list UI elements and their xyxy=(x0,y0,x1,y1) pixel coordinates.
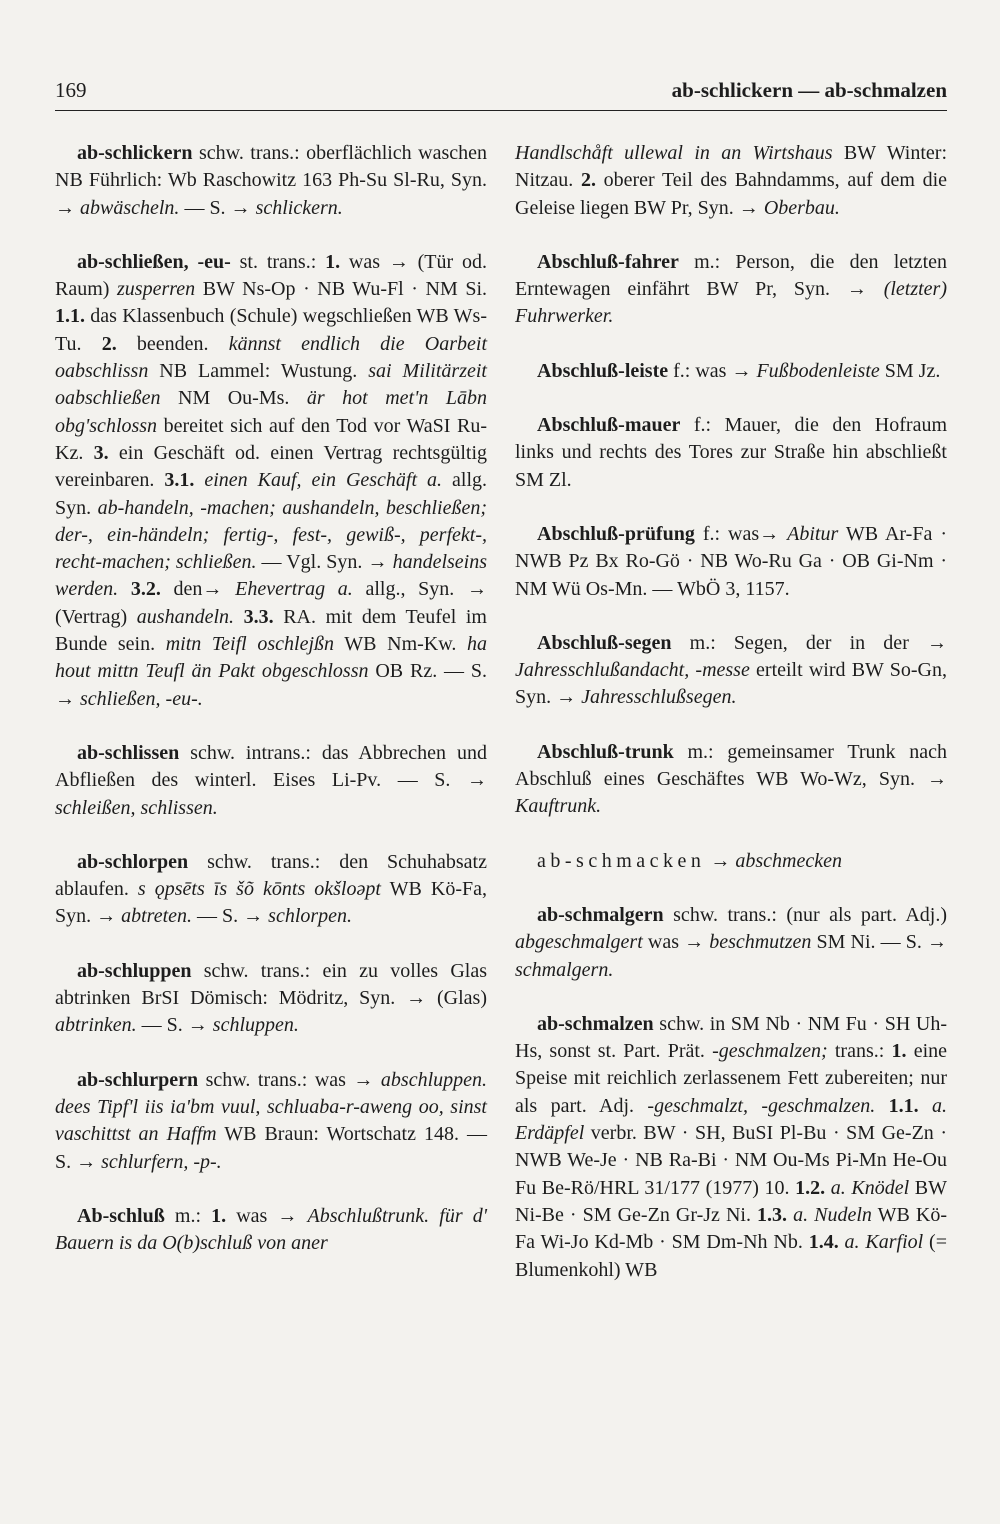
entry-text: RA. mit dem Teufel im Bunde sein. xyxy=(55,605,487,656)
dictionary-entry xyxy=(55,1203,487,1258)
entry-text: Jahresschlußandacht, -messe xyxy=(515,659,750,682)
entry-text: Abitur xyxy=(787,522,839,545)
entry-text: Kauftrunk. xyxy=(515,795,602,818)
dictionary-entry xyxy=(515,848,947,875)
entry-text: -geschmalzt, -geschmalzen. xyxy=(647,1094,876,1117)
entry-text: → xyxy=(705,849,736,872)
entry-text: abgeschmalgert xyxy=(515,931,643,954)
entry-headword: ab-schlickern xyxy=(77,142,193,164)
entry-text: oberer Teil des Bahndamms, auf dem die Geleise liegen BW Pr, Syn. → xyxy=(515,169,948,219)
entry-text: WB Kö-Fa, Syn. → xyxy=(55,878,487,928)
entry-headword: ab-schlurpern xyxy=(77,1068,199,1091)
dictionary-entry xyxy=(55,1067,487,1176)
entry-headword: Abschluß-trunk xyxy=(537,740,674,763)
entry-text: Ehevertrag a. xyxy=(235,578,353,601)
entry-text: 1.1. xyxy=(888,1094,919,1117)
entry-text: 3.1. xyxy=(164,469,195,492)
left-column xyxy=(55,140,487,1284)
entry-text: m.: Segen, der in der → xyxy=(671,631,947,654)
entry-text: OB Rz. — S. → xyxy=(55,660,488,710)
page-header xyxy=(55,78,947,108)
dictionary-entry xyxy=(515,902,947,984)
dictionary-entry xyxy=(515,412,947,494)
entry-text: mitn Teifl oschlejßn xyxy=(165,633,335,656)
entry-text xyxy=(118,578,131,600)
entry-headword: ab-schlissen xyxy=(77,741,180,764)
entry-text xyxy=(194,469,204,491)
entry-headword: Abschluß-fahrer xyxy=(537,250,679,273)
entry-text: handelseins werden. xyxy=(55,551,487,601)
entry-headword: ab-schmalgern xyxy=(537,903,664,926)
entry-text: BW Ns-Op · NB Wu-Fl · NM Si. xyxy=(195,278,488,301)
entry-text xyxy=(234,606,244,628)
entry-text: schw. trans.: ein zu volles Glas abtrinken BrSI Dömisch: Mödritz, Syn. → (Glas) xyxy=(55,959,487,1010)
entry-text: ab-handeln, -machen; aushandeln, beschließen; der-, ein-händeln; fertig-, fest-, gewiß-, perfekt-, recht-machen; schließen. xyxy=(55,496,487,574)
entry-text: erteilt wird BW So-Gn, Syn. → xyxy=(515,659,947,709)
entry-headword: Ab-schluß xyxy=(77,1204,165,1227)
entry-text: eine Speise mit reichlich zerlassenem Fett zubereiten; nur als part. Adj. xyxy=(515,1040,948,1117)
entry-text: ein Geschäft od. einen Vertrag rechtsgültig vereinbaren. xyxy=(55,441,487,492)
entry-text: schleißen, schlissen. xyxy=(55,796,218,819)
entry-text: WB Nm-Kw. xyxy=(334,633,468,656)
entry-text: abschmecken xyxy=(735,849,843,872)
entry-text: schlorpen. xyxy=(268,905,353,928)
entry-text: 1.1. xyxy=(55,305,85,328)
entry-text: Fußbodenleiste xyxy=(756,359,880,382)
entry-text: schlickern. xyxy=(255,196,343,219)
entry-text: allg. Syn. xyxy=(55,469,488,519)
entry-headword: ab-schmacken xyxy=(537,849,706,872)
dictionary-entry xyxy=(515,1011,947,1284)
entry-headword: Abschluß-mauer xyxy=(537,414,681,437)
entry-text: s ǫpsēts īs šõ kōnts okšloəpt xyxy=(137,878,381,901)
entry-text: schw. trans.: was → xyxy=(198,1068,381,1091)
dictionary-entry xyxy=(515,739,947,821)
entry-text: 3.3. xyxy=(243,605,274,628)
entry-text: trans.: xyxy=(827,1040,892,1063)
entry-text: m.: gemeinsamer Trunk nach Abschluß eines Geschäftes WB Wo-Wz, Syn. → xyxy=(515,740,947,791)
entry-text: a. Karfiol xyxy=(844,1231,924,1254)
entry-text: — S. → xyxy=(184,196,256,219)
entry-text: -geschmalzen; xyxy=(712,1040,828,1063)
dictionary-entry xyxy=(515,521,947,603)
entry-text: den→ xyxy=(160,578,236,601)
entry-text: abtrinken. xyxy=(55,1014,137,1037)
entry-text: abtreten. xyxy=(121,905,193,928)
entry-text: (= Blumenkohl) WB xyxy=(515,1231,947,1281)
entry-text: 3. xyxy=(93,441,109,464)
entry-text: m.: xyxy=(164,1204,212,1227)
entry-text: 1.2. xyxy=(795,1176,826,1199)
entry-text: f.: Mauer, die den Hofraum links und rechts des Tores zur Straße hin abschließt SM Zl. xyxy=(515,414,947,491)
entry-text: a. Knödel xyxy=(830,1176,910,1199)
entry-headword: ab-schluppen xyxy=(77,959,192,982)
entry-text: a. Erdäpfel xyxy=(515,1094,948,1145)
dictionary-entry xyxy=(55,140,487,222)
entry-text: schmalgern. xyxy=(515,958,614,981)
running-head: ab-schlickern — ab-schmalzen xyxy=(671,78,947,102)
entry-text: ha hout mittn Teufl än Pakt obgeschlossn xyxy=(55,633,488,683)
dictionary-entry xyxy=(515,140,947,222)
entry-text: — S. → xyxy=(136,1014,213,1037)
entry-text: 3.2. xyxy=(130,578,161,601)
entry-text: är hot met'n Lābn obg'schlossn xyxy=(55,387,487,437)
entry-text: beenden. xyxy=(116,332,229,355)
entry-text: schließen, -eu-. xyxy=(80,687,203,710)
entry-text: was → xyxy=(642,931,710,954)
entry-text: allg., Syn. → (Vertrag) xyxy=(55,578,487,628)
dictionary-entry xyxy=(515,630,947,712)
entry-text: 1.3. xyxy=(757,1203,788,1226)
dictionary-entry xyxy=(515,249,947,331)
entry-text: sai Militärzeit oabschließen xyxy=(55,360,487,410)
entry-text: BW Ni-Be · SM Ge-Zn Gr-Jz Ni. xyxy=(515,1176,948,1226)
entry-text: m.: Person, die den letzten Erntewagen einfährt BW Pr, Syn. → xyxy=(515,250,947,301)
entry-text: kännst endlich die Oarbeit oabschlissn xyxy=(55,332,488,383)
entry-headword: Abschluß-prüfung xyxy=(537,522,695,545)
entry-text: schw. trans.: (nur als part. Adj.) xyxy=(663,903,947,926)
entry-text: schw. trans.: den Schuhabsatz ablaufen. xyxy=(55,850,487,901)
entry-text: WB Ar-Fa · NWB Pz Bx Ro-Gö · NB Wo-Ru Ga · OB Gi-Nm · NM Wü Os-Mn. — WbÖ 3, 1157. xyxy=(515,522,947,600)
entry-text: f.: was→ xyxy=(694,522,788,545)
entry-text: 1. xyxy=(325,250,341,273)
dictionary-entry xyxy=(55,849,487,931)
entry-text: st. trans.: xyxy=(230,250,326,273)
entry-headword: Abschluß-segen xyxy=(537,631,672,654)
entry-text: Oberbau. xyxy=(763,196,840,219)
entry-text: BW Winter: Nitzau. xyxy=(515,142,947,192)
entry-headword: ab-schlorpen xyxy=(77,850,189,873)
entry-headword: Abschluß-leiste xyxy=(537,359,669,382)
entry-text xyxy=(919,1095,932,1117)
entry-headword: ab-schmalzen xyxy=(537,1012,654,1035)
entry-text: 2. xyxy=(101,332,117,355)
entry-text: was → xyxy=(226,1204,308,1227)
header-rule xyxy=(55,110,947,111)
entry-text: aushandeln. xyxy=(136,605,234,628)
entry-text: Abschlußtrunk. für d' Bauern is da O(b)schluß von aner xyxy=(55,1204,487,1255)
entry-text: abschluppen. dees Tipf'l iis ia'bm vuul, schluaba-r-aweng oo, sinst vaschittst an Haffm xyxy=(55,1068,487,1146)
entry-text: NM Ou-Ms. xyxy=(160,387,307,410)
dictionary-entry xyxy=(55,249,487,713)
entry-text: SM Jz. xyxy=(879,359,941,382)
entry-text: f.: was → xyxy=(668,359,757,382)
dictionary-entry xyxy=(55,958,487,1040)
entry-text: schw. intrans.: das Abbrechen und Abfließen des winterl. Eises Li-Pv. — S. → xyxy=(55,741,487,792)
entry-text: bereitet sich auf den Tod vor WaSI Ru-Kz. xyxy=(55,414,487,464)
entry-text: schluppen. xyxy=(212,1014,299,1037)
entry-text: 2. xyxy=(580,169,596,192)
entry-text: abwäscheln. xyxy=(80,196,185,219)
dictionary-entry xyxy=(515,358,947,385)
entry-text: 1. xyxy=(891,1040,907,1063)
entry-text: 1.4. xyxy=(808,1231,839,1254)
entry-text: — S. → xyxy=(192,905,269,928)
entry-text: WB Braun: Wortschatz 148. — S. → xyxy=(55,1123,488,1173)
entry-text: schw. trans.: oberflächlich waschen NB Führlich: Wb Raschowitz 163 Ph-Su Sl-Ru, Syn. → xyxy=(55,142,487,219)
entry-text: beschmutzen xyxy=(709,931,812,954)
entry-text: (letzter) Fuhrwerker. xyxy=(515,278,947,328)
dictionary-entry xyxy=(55,740,487,822)
entry-text: zusperren xyxy=(117,278,196,301)
right-column xyxy=(515,140,947,1311)
entry-text: NB Lammel: Wustung. xyxy=(148,360,369,383)
entry-text xyxy=(875,1095,888,1117)
entry-text: Jahresschlußsegen. xyxy=(581,686,737,709)
entry-text: a. Nudeln xyxy=(793,1203,872,1226)
entry-text: 1. xyxy=(211,1204,227,1227)
entry-text: einen Kauf, ein Geschäft a. xyxy=(204,469,443,492)
entry-text: schw. in SM Nb · NM Fu · SH Uh-Hs, sonst st. Part. Prät. xyxy=(515,1012,947,1063)
entry-text: was → (Tür od. Raum) xyxy=(55,250,488,301)
entry-text: Handlschåft ullewal in an Wirtshaus xyxy=(515,142,833,164)
entry-text: schlurfern, -p-. xyxy=(101,1150,222,1173)
entry-text: verbr. BW · SH, BuSI Pl-Bu · SM Ge-Zn · NWB We-Je · NB Ra-Bi · NM Ou-Ms Pi-Mn He-Ou Fu Be-Rö/HRL 31/177 (1977) 10. xyxy=(515,1122,947,1199)
page-number: 169 xyxy=(55,78,87,102)
entry-headword: ab-schließen, -eu- xyxy=(77,250,231,273)
entry-text: das Klassenbuch (Schule) wegschließen WB Ws-Tu. xyxy=(55,305,487,355)
entry-text: WB Kö-Fa Wi-Jo Kd-Mb · SM Dm-Nh Nb. xyxy=(515,1203,947,1254)
entry-text: — Vgl. Syn. → xyxy=(256,551,393,574)
entry-text: SM Ni. — S. → xyxy=(811,931,947,954)
